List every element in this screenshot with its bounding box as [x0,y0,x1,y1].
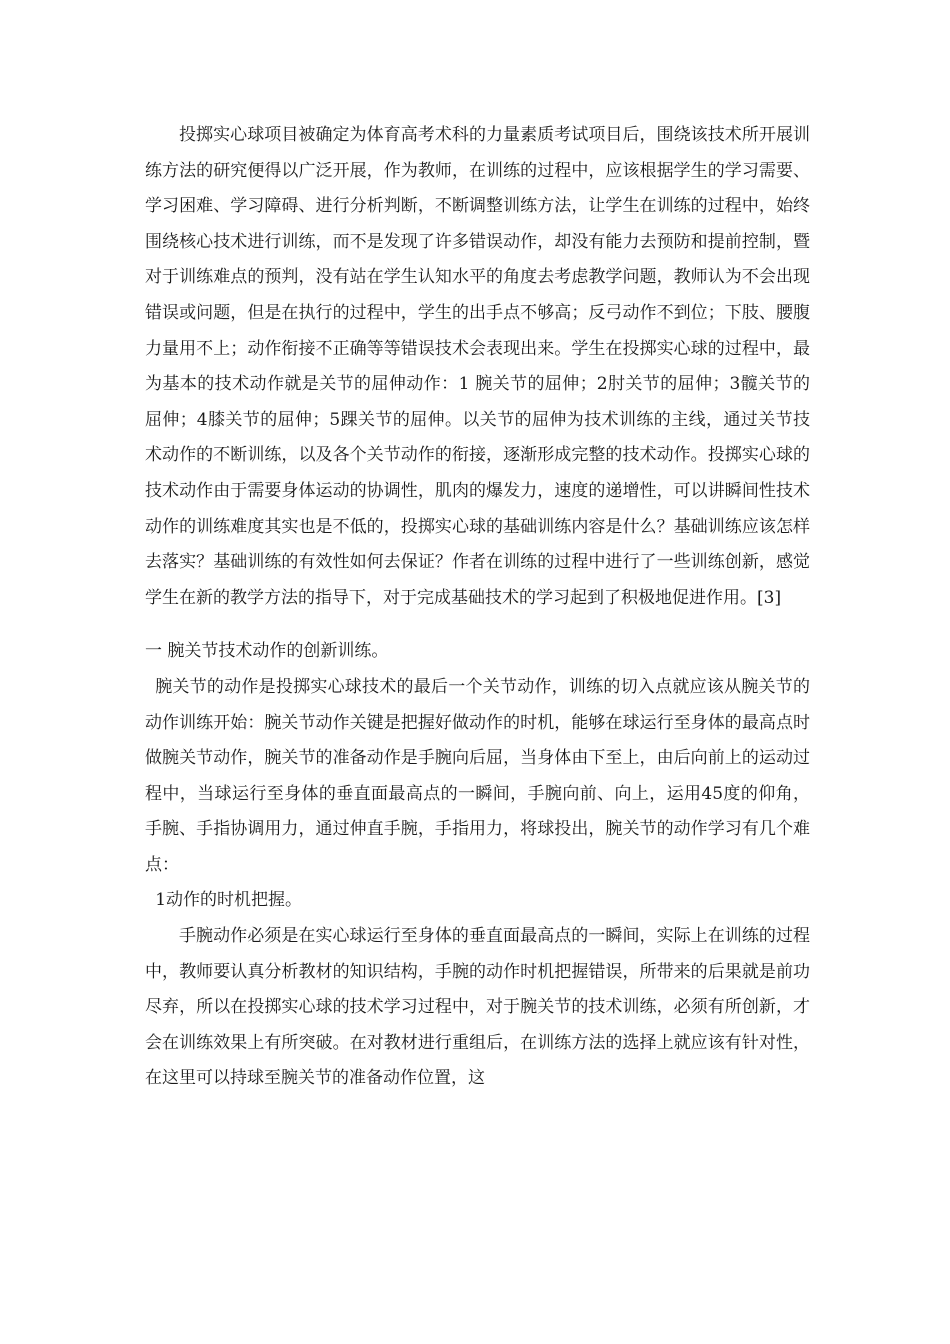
intro-paragraph: 投掷实心球项目被确定为体育高考术科的力量素质考试项目后，围绕该技术所开展训练方法的研究便得以广泛开展，作为教师，在训练的过程中，应该根据学生的学习需要、学习困难、学习障碍、进行分析判断，不断调整训练方法，让学生在训练的过程中，始终围绕核心技术进行训练，而不是发现了许多错误动作，却没有能力去预防和提前控制，暨对于训练难点的预判，没有站在学生认知水平的角度去考虑教学问题，教师认为不会出现错误或问题，但是在执行的过程中，学生的出手点不够高；反弓动作不到位；下肢、腰腹力量用不上；动作衔接不正确等等错误技术会表现出来。学生在投掷实心球的过程中，最为基本的技术动作就是关节的屈伸动作：1 腕关节的屈伸；2肘关节的屈伸；3髋关节的屈伸；4膝关节的屈伸；5踝关节的屈伸。以关节的屈伸为技术训练的主线，通过关节技术动作的不断训练，以及各个关节动作的衔接，逐渐形成完整的技术动作。投掷实心球的技术动作由于需要身体运动的协调性，肌肉的爆发力，速度的递增性，可以讲瞬间性技术动作的训练难度其实也是不低的，投掷实心球的基础训练内容是什么？基础训练应该怎样去落实？基础训练的有效性如何去保证？作者在训练的过程中进行了一些训练创新，感觉学生在新的教学方法的指导下，对于完成基础技术的学习起到了积极地促进作用。[3] [145,125,810,608]
section-heading: 一 腕关节技术动作的创新训练。 [145,641,389,662]
wrist-joint-paragraph: 腕关节的动作是投掷实心球技术的最后一个关节动作，训练的切入点就应该从腕关节的动作训练开始：腕关节动作关键是把握好做动作的时机，能够在球运行至身体的最高点时做腕关节动作，腕关节的准备动作是手腕向后屈，当身体由下至上，由后向前上的运动过程中，当球运行至身体的垂直面最高点的一瞬间，手腕向前、向上，运用45度的仰角，手腕、手指协调用力，通过伸直手腕，手指用力，将球投出，腕关节的动作学习有几个难点： [145,676,810,875]
subheading-timing: 1动作的时机把握。 [155,890,303,911]
paragraph-spacer [145,616,810,634]
timing-paragraph: 手腕动作必须是在实心球运行至身体的垂直面最高点的一瞬间，实际上在训练的过程中，教师要认真分析教材的知识结构，手腕的动作时机把握错误，所带来的后果就是前功尽弃，所以在投掷实心球的技术学习过程中，对于腕关节的技术训练，必须有所创新，才会在训练效果上有所突破。在对教材进行重组后，在训练方法的选择上就应该有针对性，在这里可以持球至腕关节的准备动作位置，这 [145,926,810,1089]
document-body [145,118,810,1097]
